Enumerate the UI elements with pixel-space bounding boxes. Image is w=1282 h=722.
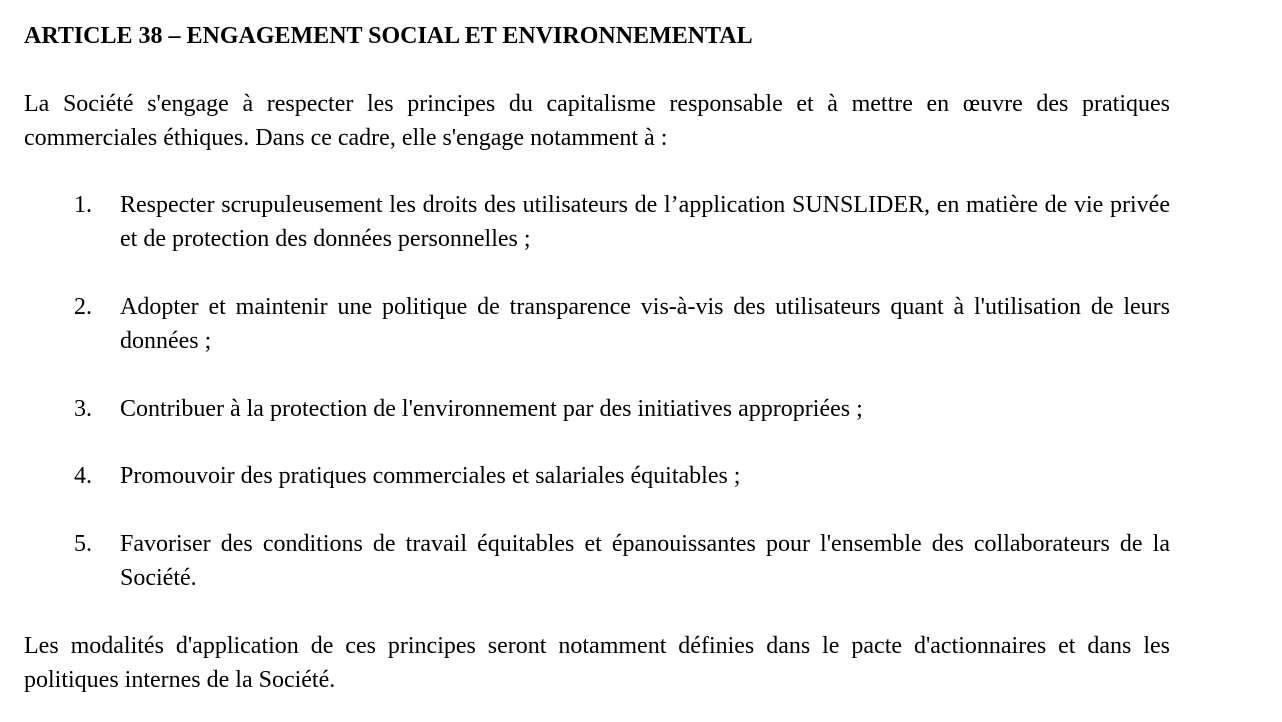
list-item-text: Contribuer à la protection de l'environnement par des initiatives appropriées ; <box>120 396 863 422</box>
list-item <box>74 527 1170 595</box>
list-item-number: 2. <box>74 294 92 320</box>
list-item-text: Adopter et maintenir une politique de transparence vis-à-vis des utilisateurs quant à l'utilisation de leurs données ; <box>120 294 1170 354</box>
intro-paragraph: La Société s'engage à respecter les principes du capitalisme responsable et à mettre en œuvre des pratiques commerciales éthiques. Dans ce cadre, elle s'engage notamment à : <box>24 91 1170 151</box>
article-title: ARTICLE 38 – ENGAGEMENT SOCIAL ET ENVIRONNEMENTAL <box>24 23 753 49</box>
list-item-number: 5. <box>74 531 92 557</box>
list-item-text: Promouvoir des pratiques commerciales et salariales équitables ; <box>120 463 741 489</box>
list-item-number: 1. <box>74 192 92 218</box>
list-item <box>74 290 1170 358</box>
list-item <box>74 459 1170 493</box>
list-item-number: 4. <box>74 463 92 489</box>
closing-paragraph: Les modalités d'application de ces principes seront notamment définies dans le pacte d'actionnaires et dans les politiques internes de la Société. <box>24 633 1170 693</box>
list-item-text: Respecter scrupuleusement les droits des utilisateurs de l’application SUNSLIDER, en matière de vie privée et de protection des données personnelles ; <box>120 192 1170 252</box>
list-item-number: 3. <box>74 396 92 422</box>
list-item <box>74 188 1170 256</box>
list-item-text: Favoriser des conditions de travail équitables et épanouissantes pour l'ensemble des collaborateurs de la Société. <box>120 531 1170 591</box>
list-item <box>74 392 1170 426</box>
